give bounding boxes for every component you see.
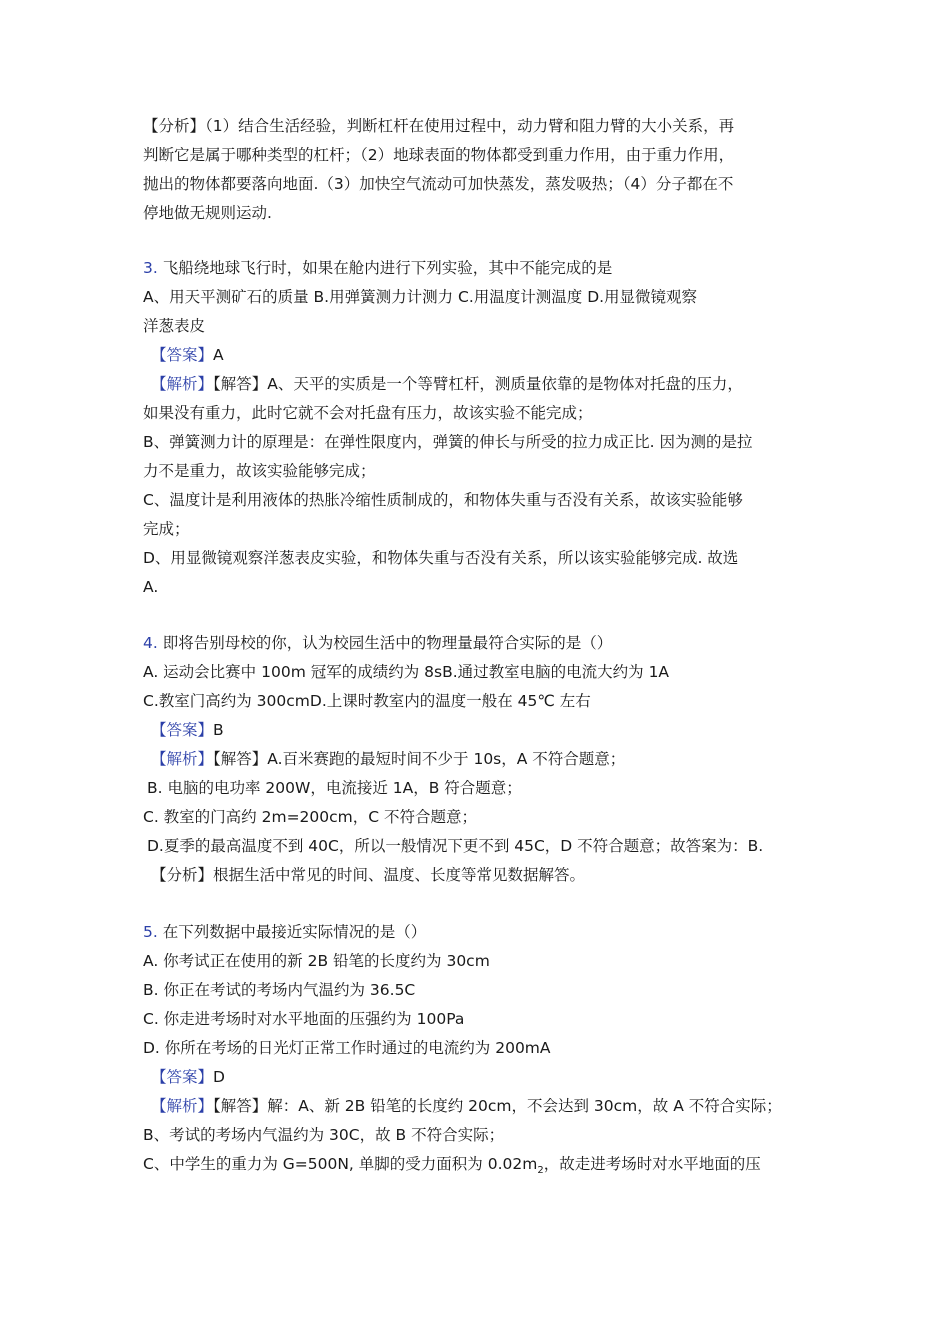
question-5-explanation-line-1: [151, 1096, 782, 1116]
analysis-line-1: 【分析】（1）结合生活经验，判断杠杆在使用过程中，动力臂和阻力臂的大小关系，再: [143, 117, 735, 135]
answer-tag: 【答案】: [151, 721, 214, 739]
explanation-tag: 【解析】: [151, 1097, 214, 1115]
question-4-explanation-line-4: D.夏季的最高温度不到 40C，所以一般情况下更不到 45C，D 不符合题意；故答案为：B.: [147, 837, 764, 855]
answer-tag: 【答案】: [151, 1068, 214, 1086]
explanation-tag: 【解析】: [151, 750, 214, 768]
explanation-text-cont: ，故走进考场时对水平地面的压: [543, 1155, 761, 1173]
analysis-line-2: 判断它是属于哪种类型的杠杆；（2）地球表面的物体都受到重力作用，由于重力作用，: [143, 146, 735, 164]
question-5-answer: [151, 1067, 225, 1087]
question-3-explanation-line-7: D、用显微镜观察洋葱表皮实验，和物体失重与否没有关系，所以该实验能够完成. 故选: [143, 549, 739, 567]
answer-value: D: [213, 1068, 225, 1086]
question-number: 5.: [143, 923, 158, 941]
question-5-explanation-line-3: [143, 1154, 761, 1181]
question-4-explanation-line-2: B. 电脑的电功率 200W，电流接近 1A，B 符合题意；: [147, 779, 522, 797]
question-5-option-d: D. 你所在考场的日光灯正常工作时通过的电流约为 200mA: [143, 1039, 551, 1057]
question-3-options-line-2: 洋葱表皮: [143, 317, 206, 335]
question-3-explanation-line-4: 力不是重力，故该实验能够完成；: [143, 462, 376, 480]
explanation-tag: 【解析】: [151, 375, 214, 393]
question-4-explanation-line-3: C. 教室的门高约 2m=200cm，C 不符合题意；: [143, 808, 478, 826]
question-5-option-a: A. 你考试正在使用的新 2B 铅笔的长度约为 30cm: [143, 952, 490, 970]
analysis-line-4: 停地做无规则运动.: [143, 204, 272, 222]
question-3-explanation-line-6: 完成；: [143, 520, 190, 538]
question-text: 即将告别母校的你，认为校园生活中的物理量最符合实际的是（）: [162, 634, 613, 652]
question-3-explanation-line-3: B、弹簧测力计的原理是：在弹性限度内，弹簧的伸长与所受的拉力成正比. 因为测的是拉: [143, 433, 753, 451]
question-text: 在下列数据中最接近实际情况的是（）: [162, 923, 427, 941]
question-3-explanation-line-2: 如果没有重力，此时它就不会对托盘有压力，故该实验不能完成；: [143, 404, 593, 422]
subscript: 2: [537, 1165, 544, 1177]
explanation-text: 【解答】A.百米赛跑的最短时间不少于 10s，A 不符合题意；: [213, 750, 626, 768]
question-3-stem: [143, 258, 612, 278]
question-text: 飞船绕地球飞行时，如果在舱内进行下列实验，其中不能完成的是: [162, 259, 613, 277]
question-4-analysis: 【分析】根据生活中常见的时间、温度、长度等常见数据解答。: [151, 866, 586, 884]
question-4-options-line-1: A. 运动会比赛中 100m 冠军的成绩约为 8sB.通过教室电脑的电流大约为 1A: [143, 663, 670, 681]
question-number: 4.: [143, 634, 158, 652]
answer-value: A: [213, 346, 224, 364]
question-5-explanation-line-2: B、考试的考场内气温约为 30C，故 B 不符合实际；: [143, 1126, 505, 1144]
question-4-stem: [143, 633, 612, 653]
question-5-option-c: C. 你走进考场时对水平地面的压强约为 100Pa: [143, 1010, 465, 1028]
question-3-options-line-1: A、用天平测矿石的质量 B.用弹簧测力计测力 C.用温度计测温度 D.用显微镜观察: [143, 288, 698, 306]
question-5-option-b: B. 你正在考试的考场内气温约为 36.5C: [143, 981, 416, 999]
answer-tag: 【答案】: [151, 346, 214, 364]
question-5-stem: [143, 922, 426, 942]
explanation-text: 【解答】解：A、新 2B 铅笔的长度约 20cm，不会达到 30cm，故 A 不符合实际；: [213, 1097, 782, 1115]
question-3-explanation-line-1: [151, 374, 743, 394]
question-3-answer: [151, 345, 224, 365]
question-4-answer: [151, 720, 224, 740]
question-3-explanation-line-5: C、温度计是利用液体的热胀冷缩性质制成的，和物体失重与否没有关系，故该实验能够: [143, 491, 743, 509]
explanation-text: 【解答】A、天平的实质是一个等臂杠杆，测质量依靠的是物体对托盘的压力，: [213, 375, 743, 393]
question-3-explanation-line-8: A.: [143, 578, 159, 596]
question-4-options-line-2: C.教室门高约为 300cmD.上课时教室内的温度一般在 45℃ 左右: [143, 692, 591, 710]
question-4-explanation-line-1: [151, 749, 625, 769]
question-number: 3.: [143, 259, 158, 277]
analysis-line-3: 抛出的物体都要落向地面.（3）加快空气流动可加快蒸发，蒸发吸热；（4）分子都在不: [143, 175, 734, 193]
answer-value: B: [213, 721, 224, 739]
explanation-text: C、中学生的重力为 G=500N, 单脚的受力面积为 0.02m: [143, 1155, 538, 1173]
